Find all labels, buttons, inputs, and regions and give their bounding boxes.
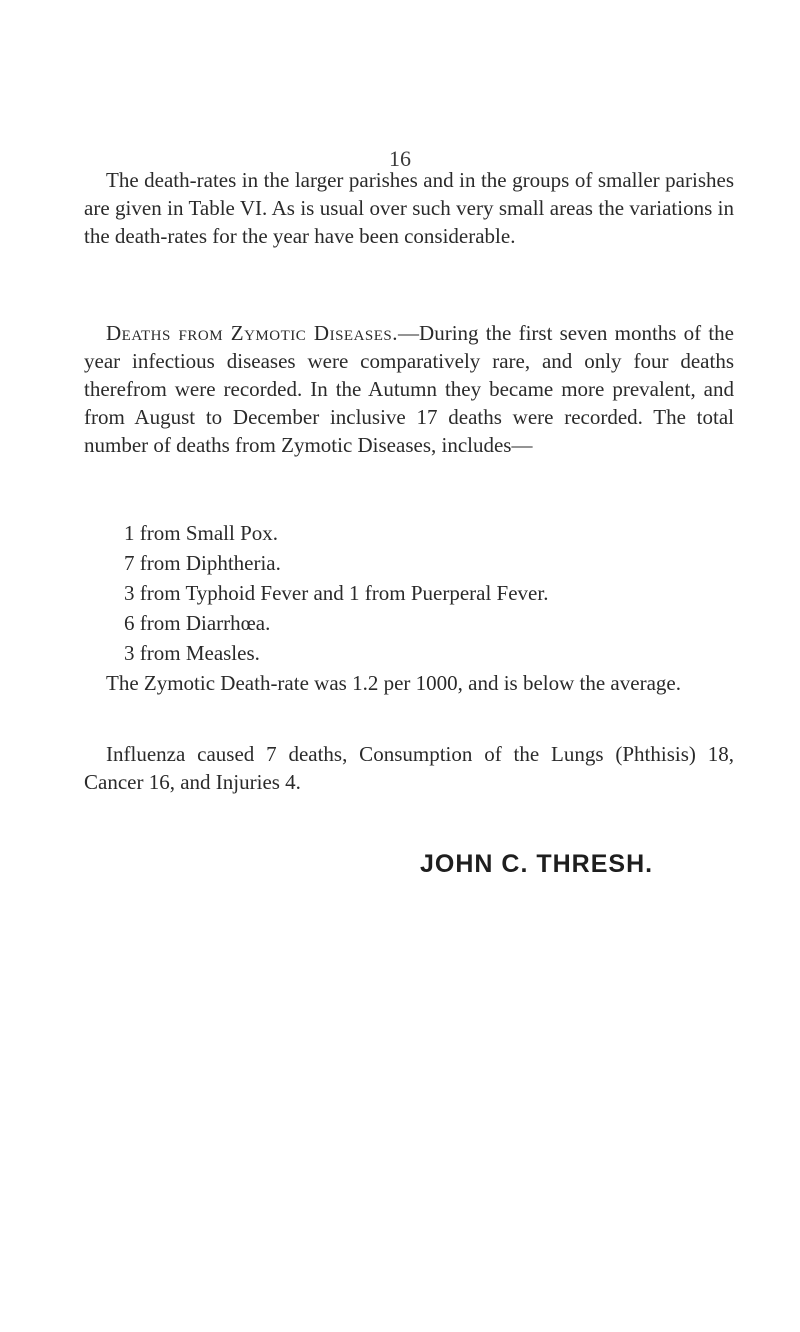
list-item: 3 from Typhoid Fever and 1 from Puerperal Fever. (124, 581, 549, 605)
paragraph-zymotic-death-rate (84, 669, 734, 697)
list-item: 7 from Diphtheria. (124, 551, 281, 575)
paragraph-text: The Zymotic Death-rate was 1.2 per 1000, and is below the average. (106, 671, 681, 695)
page-number: 16 (389, 146, 411, 171)
paragraph-text: The death-rates in the larger parishes and in the groups of smaller parishes are given in Table VI. As is usual over such very small areas the variations in the death-rates for the year have been considerable. (84, 168, 734, 248)
paragraph-other-causes (84, 740, 734, 796)
signature: JOHN C. THRESH. (420, 850, 654, 878)
section-heading: Deaths from Zymotic Diseases. (106, 321, 399, 345)
list-item: 6 from Diarrhœa. (124, 611, 271, 635)
paragraph-zymotic-diseases (84, 319, 734, 459)
zymotic-deaths-list (124, 519, 548, 669)
list-item: 1 from Small Pox. (124, 521, 279, 545)
paragraph-text: Influenza caused 7 deaths, Consumption of the Lungs (Phthisis) 18, Cancer 16, and Injuries 4. (84, 742, 734, 794)
paragraph-text: —During the first seven months of the year infectious diseases were comparatively rare, and only four deaths therefrom were recorded. In the Autumn they became more prevalent, and from August to December inclusive 17 deaths were recorded. The total number of deaths from Zymotic Diseases, includes— (84, 321, 734, 457)
paragraph-death-rates (84, 166, 734, 250)
list-item: 3 from Measles. (124, 641, 260, 665)
